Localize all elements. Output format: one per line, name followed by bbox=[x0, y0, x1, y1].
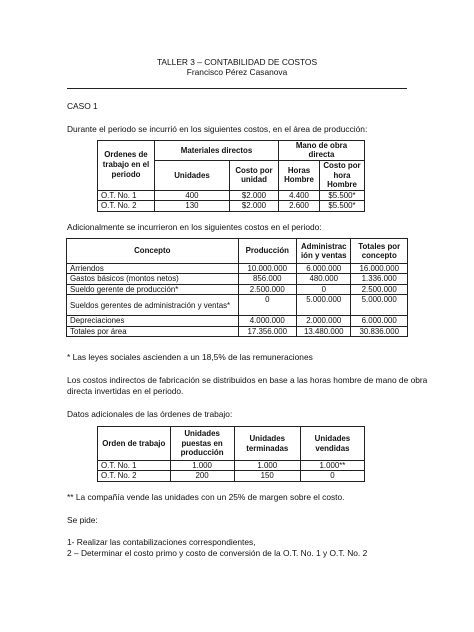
table-cell: Gastos básicos (montos netos) bbox=[67, 274, 239, 284]
table-cell: 5.000.000 bbox=[297, 295, 351, 316]
table-cell: 0 bbox=[238, 295, 297, 316]
table-cell: O.T. No. 2 bbox=[98, 471, 171, 481]
table-cell: 2.500.000 bbox=[238, 284, 297, 294]
col-total: Totales por concepto bbox=[351, 239, 408, 264]
table-cell: $5.500* bbox=[320, 201, 365, 211]
col-labor: Mano de obra directa bbox=[279, 141, 365, 161]
col-order: Orden de trabajo bbox=[98, 427, 171, 461]
table-cell: 4.400 bbox=[279, 190, 320, 200]
table-cell: 1.000 bbox=[170, 461, 234, 471]
table-cell: Depreciaciones bbox=[67, 316, 239, 326]
col-admin: Administración y ventas bbox=[297, 239, 351, 264]
table-cell: 0 bbox=[297, 284, 351, 294]
col-started: Unidades puestas en producción bbox=[170, 427, 234, 461]
table-row bbox=[98, 461, 365, 471]
col-hours: Horas Hombre bbox=[279, 160, 320, 190]
footnote-margin: ** La compañía vende las unidades con un 25% de margen sobre el costo. bbox=[67, 492, 345, 502]
footnote-social-laws: * Las leyes sociales ascienden a un 18,5% de las remuneraciones bbox=[67, 352, 313, 362]
col-concept: Concepto bbox=[67, 239, 239, 264]
table-cell: 130 bbox=[155, 201, 230, 211]
table-cell: O.T. No. 2 bbox=[98, 201, 155, 211]
table-row bbox=[98, 190, 365, 200]
case-label: CASO 1 bbox=[67, 101, 98, 111]
table-cell: Sueldo gerente de producción* bbox=[67, 284, 239, 294]
table-cell: 4.000.000 bbox=[238, 316, 297, 326]
table-cell: Sueldos gerentes de administración y ventas* bbox=[67, 295, 239, 316]
table-cell: O.T. No. 1 bbox=[98, 190, 155, 200]
table-cell: 0 bbox=[300, 471, 364, 481]
ask-item-1: 1- Realizar las contabilizaciones correspondientes, bbox=[67, 537, 256, 547]
table-row bbox=[67, 316, 408, 326]
table-cell: 1.000 bbox=[234, 461, 300, 471]
page-title: TALLER 3 – CONTABILIDAD DE COSTOS bbox=[156, 57, 318, 67]
author-name: Francisco Pérez Casanova bbox=[186, 67, 288, 77]
table-cell: 200 bbox=[170, 471, 234, 481]
table-cell: 1.336.000 bbox=[351, 274, 408, 284]
paragraph-line-2: directa invertidas en el periodo. bbox=[67, 386, 184, 396]
col-hour-cost: Costo por hora Hombre bbox=[320, 160, 365, 190]
asks-label: Se pide: bbox=[67, 515, 98, 525]
table-row bbox=[67, 274, 408, 284]
intro-text-2: Adicionalmente se incurrieron en los siguientes costos en el periodo: bbox=[67, 222, 322, 232]
work-orders-table bbox=[97, 426, 365, 482]
col-units: Unidades bbox=[155, 160, 230, 190]
table-cell: Arriendos bbox=[67, 264, 239, 274]
table-cell: 1.000** bbox=[300, 461, 364, 471]
table-cell: O.T. No. 1 bbox=[98, 461, 171, 471]
table-cell: 2.500.000 bbox=[351, 284, 408, 294]
table-row bbox=[67, 284, 408, 294]
table-cell: 6.000.000 bbox=[297, 264, 351, 274]
table-cell: 16.000.000 bbox=[351, 264, 408, 274]
table-row bbox=[98, 201, 365, 211]
table-cell: 30.836.000 bbox=[351, 326, 408, 336]
table-row bbox=[67, 326, 408, 336]
direct-costs-table bbox=[97, 140, 365, 212]
table-cell: 10.000.000 bbox=[238, 264, 297, 274]
col-orders: Ordenes de trabajo en el periodo bbox=[98, 141, 155, 191]
table-cell: $2.000 bbox=[230, 201, 279, 211]
table-cell: 17.356.000 bbox=[238, 326, 297, 336]
col-production: Producción bbox=[238, 239, 297, 264]
table-cell: Totales por área bbox=[67, 326, 239, 336]
col-finished: Unidades terminadas bbox=[234, 427, 300, 461]
paragraph-line-1: Los costos indirectos de fabricación se distribuidos en base a las horas hombre de mano de obra bbox=[67, 375, 428, 385]
table-cell: 6.000.000 bbox=[351, 316, 408, 326]
table-row bbox=[67, 264, 408, 274]
col-sold: Unidades vendidas bbox=[300, 427, 364, 461]
table-row bbox=[98, 471, 365, 481]
table-cell: 13.480.000 bbox=[297, 326, 351, 336]
intro-text-1: Durante el periodo se incurrió en los siguientes costos, en el área de producción: bbox=[67, 124, 368, 134]
col-materials: Materiales directos bbox=[155, 141, 279, 161]
ask-item-2: 2 – Determinar el costo primo y costo de conversión de la O.T. No. 1 y O.T. No. 2 bbox=[67, 548, 368, 558]
additional-costs-table bbox=[66, 238, 408, 337]
table-cell: 400 bbox=[155, 190, 230, 200]
table-cell: 5.000.000 bbox=[351, 295, 408, 316]
table-cell: 480.000 bbox=[297, 274, 351, 284]
table-cell: 2.000.000 bbox=[297, 316, 351, 326]
table-cell: 2.600 bbox=[279, 201, 320, 211]
table-cell: $2.000 bbox=[230, 190, 279, 200]
col-unit-cost: Costo por unidad bbox=[230, 160, 279, 190]
table-cell: $5.500* bbox=[320, 190, 365, 200]
table-row bbox=[67, 295, 408, 316]
table-cell: 150 bbox=[234, 471, 300, 481]
header-divider bbox=[67, 88, 407, 89]
intro-text-3: Datos adicionales de las órdenes de trabajo: bbox=[67, 409, 233, 419]
table-cell: 856.000 bbox=[238, 274, 297, 284]
